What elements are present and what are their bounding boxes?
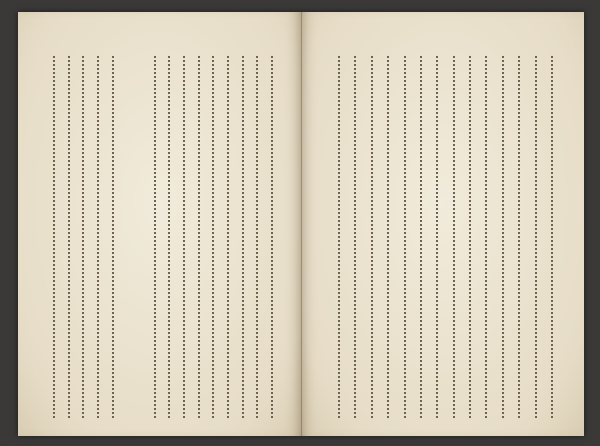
dot-leader (198, 56, 200, 418)
dot-leader (154, 56, 156, 418)
contents-entry (415, 52, 427, 422)
contents-entry (546, 52, 558, 422)
dot-leader (68, 56, 70, 418)
contents-entry (513, 52, 525, 422)
dot-leader (354, 56, 356, 418)
contents-entry (480, 52, 492, 422)
dot-leader (53, 56, 55, 418)
contents-entry (497, 52, 509, 422)
left-page (18, 12, 301, 436)
dot-leader (227, 56, 229, 418)
contents-entry (382, 52, 394, 422)
contents-entry (92, 52, 104, 422)
contents-entry (266, 52, 278, 422)
contents-entry (149, 52, 161, 422)
left-contents (48, 52, 278, 422)
dot-leader (338, 56, 340, 418)
dot-leader (242, 56, 244, 418)
right-page (301, 12, 584, 436)
dot-leader (271, 56, 273, 418)
book-spine (301, 12, 302, 436)
dot-leader (502, 56, 504, 418)
dot-leader (469, 56, 471, 418)
contents-entry (448, 52, 460, 422)
column-spacer (121, 52, 131, 422)
contents-entry (178, 52, 190, 422)
dot-leader (168, 56, 170, 418)
contents-entry (163, 52, 175, 422)
dot-leader (183, 56, 185, 418)
dot-leader (485, 56, 487, 418)
contents-entry (77, 52, 89, 422)
dot-leader (112, 56, 114, 418)
dot-leader (97, 56, 99, 418)
contents-entry (237, 52, 249, 422)
dot-leader (212, 56, 214, 418)
dot-leader (436, 56, 438, 418)
contents-entry (63, 52, 75, 422)
dot-leader (387, 56, 389, 418)
contents-entry (431, 52, 443, 422)
section-heading (134, 52, 146, 422)
right-contents (333, 52, 558, 422)
dot-leader (551, 56, 553, 418)
contents-entry (251, 52, 263, 422)
contents-entry (464, 52, 476, 422)
contents-entry (107, 52, 119, 422)
contents-entry (333, 52, 345, 422)
dot-leader (371, 56, 373, 418)
contents-entry (366, 52, 378, 422)
dot-leader (404, 56, 406, 418)
contents-entry (349, 52, 361, 422)
dot-leader (82, 56, 84, 418)
contents-entry (222, 52, 234, 422)
contents-entry (207, 52, 219, 422)
book-spread (18, 12, 584, 436)
contents-entry (399, 52, 411, 422)
contents-entry (193, 52, 205, 422)
dot-leader (453, 56, 455, 418)
dot-leader (420, 56, 422, 418)
contents-entry (48, 52, 60, 422)
dot-leader (518, 56, 520, 418)
dot-leader (256, 56, 258, 418)
dot-leader (535, 56, 537, 418)
contents-entry (530, 52, 542, 422)
